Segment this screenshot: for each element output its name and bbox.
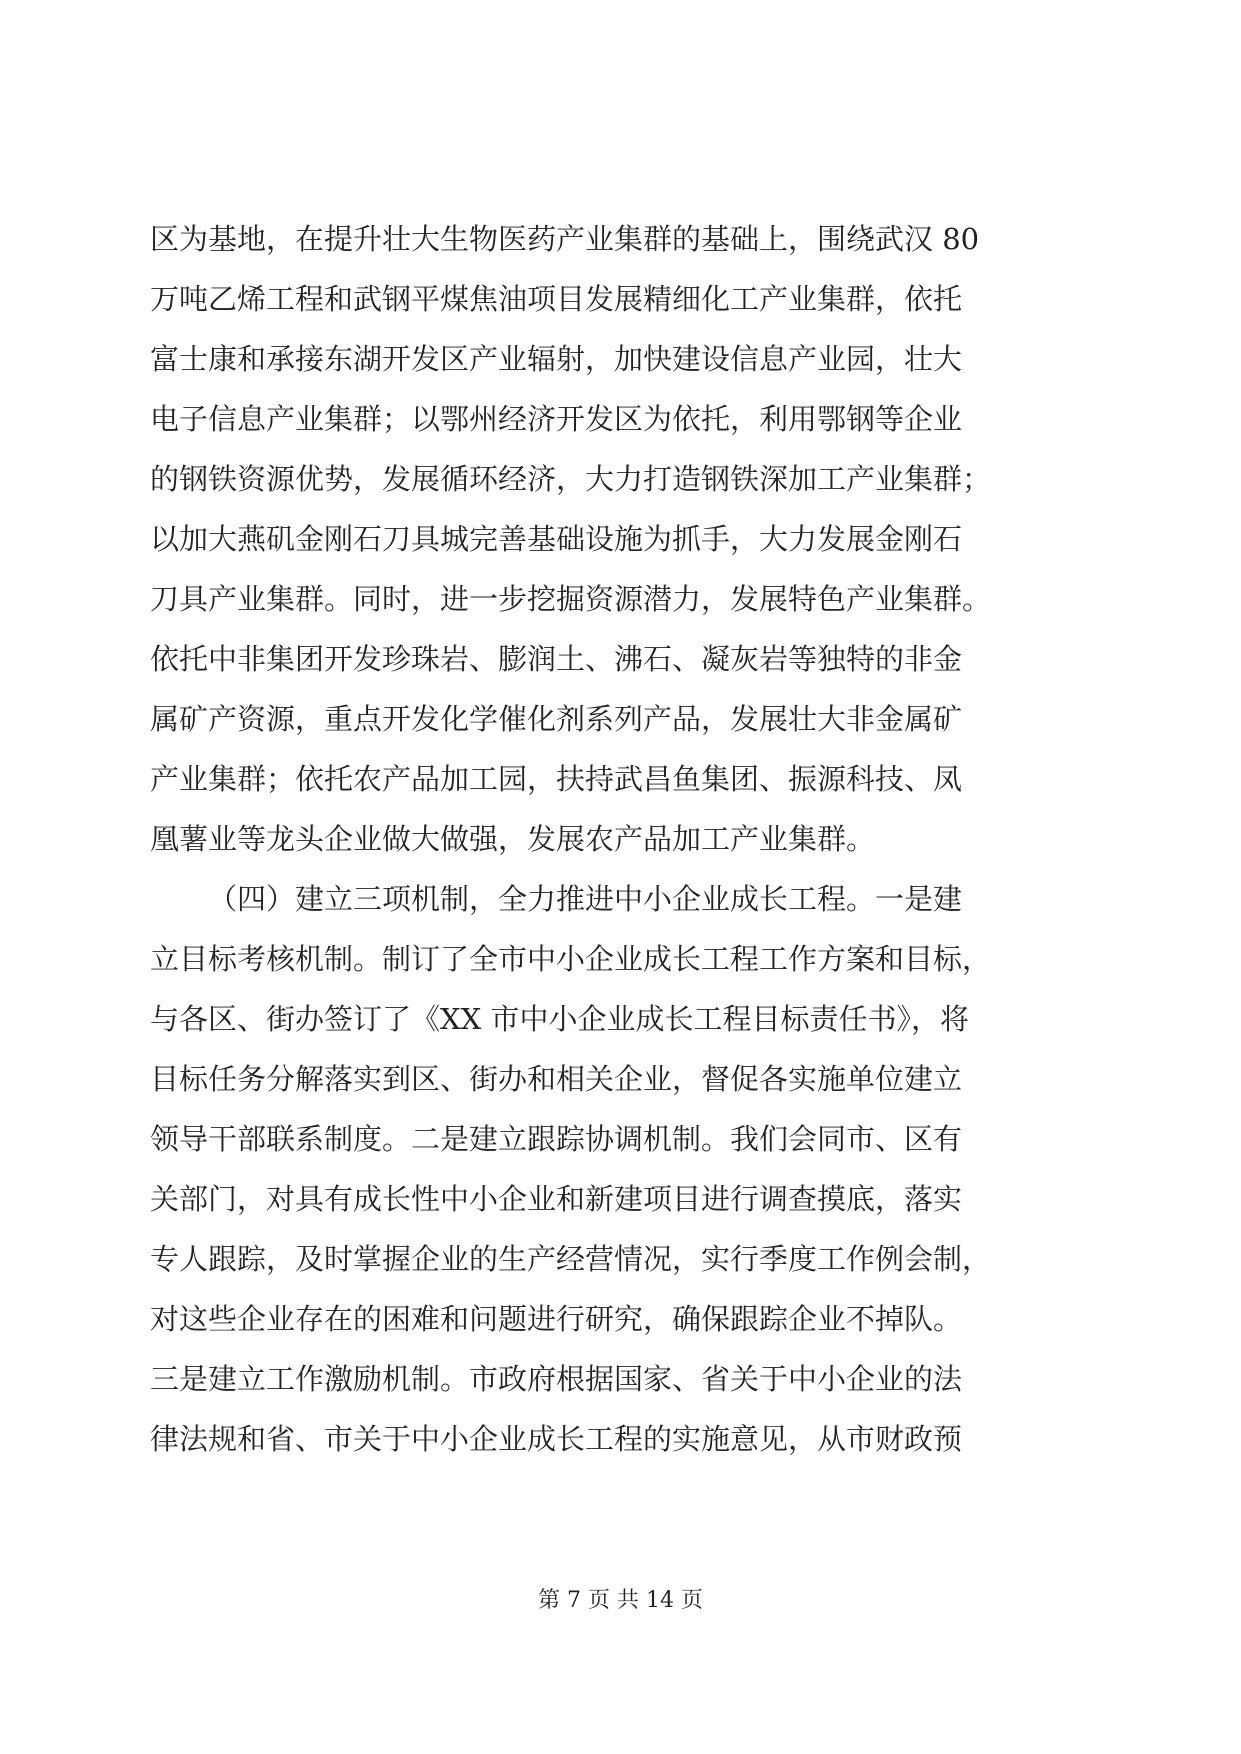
body-text-line: 电子信息产业集群；以鄂州经济开发区为依托，利用鄂钢等企业 bbox=[150, 402, 963, 436]
body-text-line: 对这些企业存在的困难和问题进行研究，确保跟踪企业不掉队。 bbox=[150, 1302, 963, 1336]
body-text-line: 刀具产业集群。同时，进一步挖掘资源潜力，发展特色产业集群。 bbox=[150, 582, 992, 616]
body-text-line: 与各区、街办签订了《XX 市中小企业成长工程目标责任书》，将 bbox=[150, 1002, 970, 1036]
page-number-footer: 第 7 页 共 14 页 bbox=[538, 1588, 703, 1613]
body-text-line: 专人跟踪，及时掌握企业的生产经营情况，实行季度工作例会制， bbox=[150, 1242, 992, 1276]
body-text-line: 立目标考核机制。制订了全市中小企业成长工程工作方案和目标， bbox=[150, 942, 992, 976]
body-text-line: 三是建立工作激励机制。市政府根据国家、省关于中小企业的法 bbox=[150, 1362, 963, 1396]
body-text-line: 以加大燕矶金刚石刀具城完善基础设施为抓手，大力发展金刚石 bbox=[150, 522, 963, 556]
body-text-line: 目标任务分解落实到区、街办和相关企业，督促各实施单位建立 bbox=[150, 1062, 963, 1096]
body-text-line: 凰薯业等龙头企业做大做强，发展农产品加工产业集群。 bbox=[150, 822, 876, 856]
body-text-line: 区为基地，在提升壮大生物医药产业集群的基础上，围绕武汉 80 bbox=[150, 222, 980, 256]
body-text-line: 的钢铁资源优势，发展循环经济，大力打造钢铁深加工产业集群； bbox=[150, 462, 992, 496]
body-text-line: 万吨乙烯工程和武钢平煤焦油项目发展精细化工产业集群，依托 bbox=[150, 282, 963, 316]
body-text-line: 关部门，对具有成长性中小企业和新建项目进行调查摸底，落实 bbox=[150, 1182, 963, 1216]
body-text-line: 依托中非集团开发珍珠岩、膨润土、沸石、凝灰岩等独特的非金 bbox=[150, 642, 963, 676]
body-text-line: 产业集群；依托农产品加工园，扶持武昌鱼集团、振源科技、凤 bbox=[150, 762, 963, 796]
body-text-line: 律法规和省、市关于中小企业成长工程的实施意见，从市财政预 bbox=[150, 1422, 963, 1456]
paragraph-heading-line: （四）建立三项机制，全力推进中小企业成长工程。一是建 bbox=[208, 882, 963, 916]
body-text-line: 属矿产资源，重点开发化学催化剂系列产品，发展壮大非金属矿 bbox=[150, 702, 963, 736]
body-text-line: 领导干部联系制度。二是建立跟踪协调机制。我们会同市、区有 bbox=[150, 1122, 963, 1156]
body-text-line: 富士康和承接东湖开发区产业辐射，加快建设信息产业园，壮大 bbox=[150, 342, 963, 376]
